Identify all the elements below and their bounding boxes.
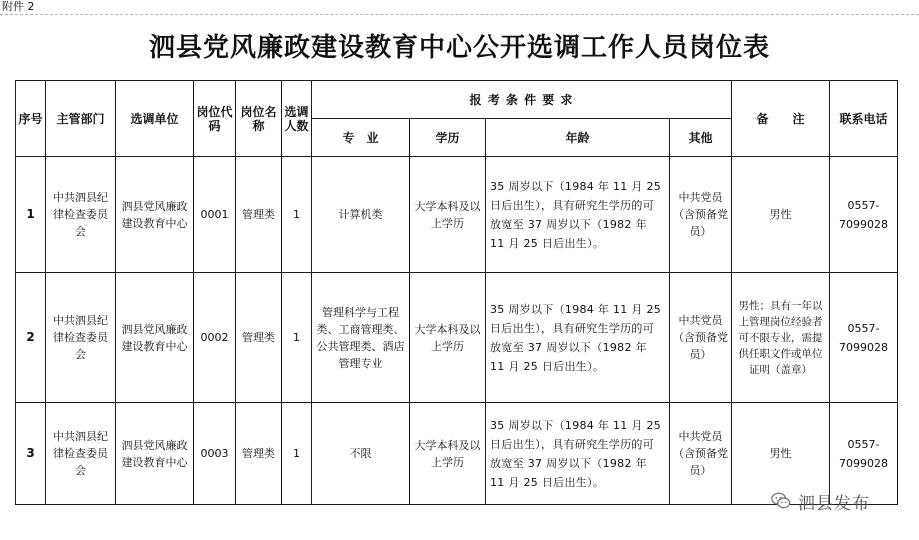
row-age: 35 周岁以下（1984 年 11 月 25 日后出生），具有研究生学历的可放宽至 37 周岁以下（1982 年 11 月 25 日后出生）。 <box>486 273 670 403</box>
row-phone: 0557-7099028 <box>830 157 898 273</box>
header-row-1 <box>16 81 898 119</box>
row-phone: 0557-7099028 <box>830 403 898 505</box>
col-header-code: 岗位代码 <box>194 81 236 157</box>
row-other: 中共党员（含预备党员） <box>670 403 732 505</box>
col-header-position-name: 岗位名称 <box>236 81 282 157</box>
row-age: 35 周岁以下（1984 年 11 月 25 日后出生），具有研究生学历的可放宽至 37 周岁以下（1982 年 11 月 25 日后出生）。 <box>486 403 670 505</box>
col-header-major: 专 业 <box>312 119 410 157</box>
row-dept: 中共泗县纪律检查委员会 <box>46 403 116 505</box>
row-position-name: 管理类 <box>236 403 282 505</box>
row-count: 1 <box>282 157 312 273</box>
row-code: 0001 <box>194 157 236 273</box>
col-header-dept: 主管部门 <box>46 81 116 157</box>
row-seq: 1 <box>16 157 46 273</box>
row-count: 1 <box>282 403 312 505</box>
attachment-label: 附件 2 <box>2 0 35 13</box>
row-age: 35 周岁以下（1984 年 11 月 25 日后出生），具有研究生学历的可放宽至 37 周岁以下（1982 年 11 月 25 日后出生）。 <box>486 157 670 273</box>
watermark <box>770 490 910 512</box>
row-code: 0003 <box>194 403 236 505</box>
row-dept: 中共泗县纪律检查委员会 <box>46 157 116 273</box>
row-count: 1 <box>282 273 312 403</box>
row-position-name: 管理类 <box>236 157 282 273</box>
row-major: 不限 <box>312 403 410 505</box>
col-header-phone: 联系电话 <box>830 81 898 157</box>
table-row <box>16 273 898 403</box>
row-unit: 泗县党风廉政建设教育中心 <box>116 403 194 505</box>
col-header-requirements: 报 考 条 件 要 求 <box>312 81 732 119</box>
col-header-unit: 选调单位 <box>116 81 194 157</box>
row-dept: 中共泗县纪律检查委员会 <box>46 273 116 403</box>
col-header-remark: 备 注 <box>732 81 830 157</box>
row-position-name: 管理类 <box>236 273 282 403</box>
wechat-icon <box>770 490 792 512</box>
row-education: 大学本科及以上学历 <box>410 157 486 273</box>
col-header-seq: 序号 <box>16 81 46 157</box>
page-header-bar <box>0 0 919 15</box>
row-unit: 泗县党风廉政建设教育中心 <box>116 157 194 273</box>
row-education: 大学本科及以上学历 <box>410 273 486 403</box>
row-major: 管理科学与工程类、工商管理类、公共管理类、酒店管理专业 <box>312 273 410 403</box>
col-header-count: 选调人数 <box>282 81 312 157</box>
table-row <box>16 403 898 505</box>
page-title: 泗县党风廉政建设教育中心公开选调工作人员岗位表 <box>148 33 770 63</box>
row-other: 中共党员（含预备党员） <box>670 157 732 273</box>
col-header-education: 学历 <box>410 119 486 157</box>
col-header-age: 年龄 <box>486 119 670 157</box>
row-unit: 泗县党风廉政建设教育中心 <box>116 273 194 403</box>
row-education: 大学本科及以上学历 <box>410 403 486 505</box>
positions-table <box>15 80 898 505</box>
row-remark: 男性 <box>732 157 830 273</box>
col-header-other: 其他 <box>670 119 732 157</box>
row-remark: 男性 <box>732 403 830 505</box>
table-row <box>16 157 898 273</box>
row-seq: 3 <box>16 403 46 505</box>
row-remark: 男性；具有一年以上管理岗位经验者可不限专业，需提供任职文件或单位证明（盖章） <box>732 273 830 403</box>
row-other: 中共党员（含预备党员） <box>670 273 732 403</box>
row-major: 计算机类 <box>312 157 410 273</box>
row-phone: 0557-7099028 <box>830 273 898 403</box>
watermark-text: 泗县发布 <box>798 493 870 514</box>
row-seq: 2 <box>16 273 46 403</box>
row-code: 0002 <box>194 273 236 403</box>
